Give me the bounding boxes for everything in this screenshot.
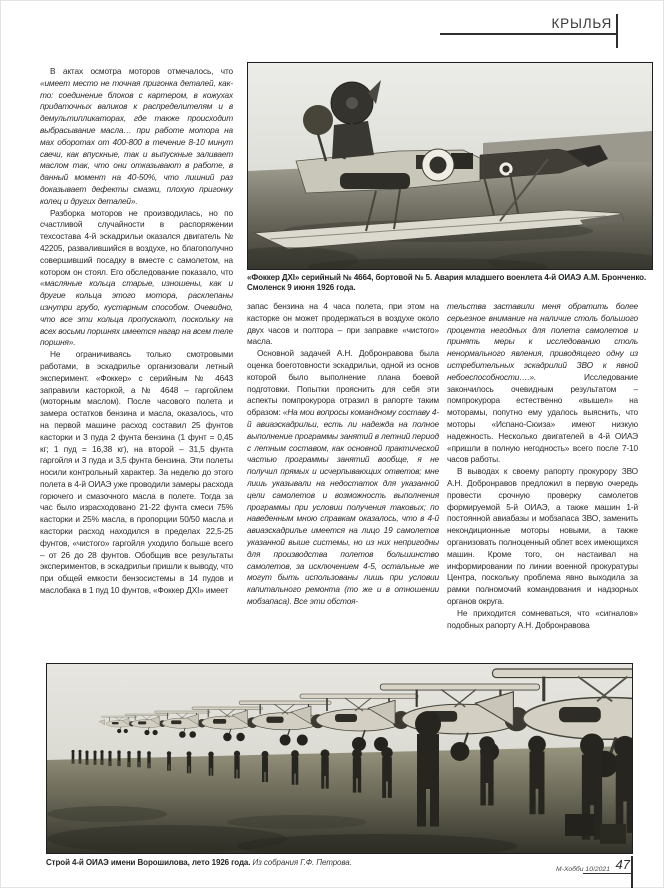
caption-text: Строй 4-й ОИАЭ имени Ворошилова, лето 1926 года.: [46, 858, 253, 867]
body-text: запас бензина на 4 часа полета, при этом на касторке он может продержаться в воздухе около двух часов и полтора – при заправке «чистого» масла.: [247, 301, 439, 347]
footer-crop-mark: [631, 856, 633, 888]
paragraph: [447, 301, 638, 466]
paragraph: [40, 349, 233, 597]
text-column-left: [40, 66, 233, 660]
top-photo-caption: «Фоккер ДХI» серийный № 4664, бортовой № 5. Авария младшего военлета 4-й ОИАЭ А.М. Бронченко. Смоленск 9 июня 1926 года.: [247, 273, 647, 292]
top-photo: [247, 62, 653, 270]
crashed-biplane-photo-illustration: [248, 63, 652, 269]
quoted-text: «имеет место не точная пригонка деталей, как-то: соединение блоков с картером, в кожухах придаточных валиков к распределителям и в демультипликаторах, где также происходит выбрасывание масла… при работе мотора на мах оборотах от 400-800 в течение 8-10 минут свечи, как впускные, так и выпускные заливает маслом так, что они отказывают в работе, в данный момент на 40-50%, что лишний раз доказывает дефекты смазки, плохую пригонку колец и других деталей».: [40, 77, 233, 206]
body-text: Не приходится сомневаться, что «сигналов» подобных рапорту А.Н. Добронравова: [447, 607, 638, 630]
paragraph: [247, 301, 439, 348]
body-text: В актах осмотра моторов отмечалось, что: [50, 66, 233, 76]
body-text: Разборка моторов не производилась, но по счастливой случайности в распоряжении техсостава 4-й эскадрильи оказался двигатель № 42205, развалившийся в воздухе, но благополучно совершивший посадку в вместе с самолетом, на котором он стоял. Его обследование показало, что: [40, 207, 233, 277]
body-text: Основной задачей А.Н. Добронравова была оценка боеготовности эскадрильи, одной из основ которой было выполнение плана боевой подготовки. Попытки прояснить для себя эти аспекты помпрокурора отразил в рапорте таким образом:: [247, 348, 439, 418]
quoted-text: «На мои вопросы командному составу 4-й авиаэскадрильи, есть ли надежда на полное выполнение программы занятий в летний период с летным составом, как основной практической частью программы занятий вообще, я не получил прямых и исчерпывающих ответов; мне лишь указывали на недостаток для указанной цели самолетов и возможность выполнения программы при условии получения таковых; по наведенным мною справкам оказалось, что в 4-й авиаэскадрилье имеется на лицо 19 самолетов указанной выше системы, но из них непригодны для производства полетов большинство самолетов, за исключением 4-5, остальные же могут быть использованы лишь при условии капитального ремонта (то же и в отношении мобзапаса). Все эти обстоя-: [247, 407, 439, 606]
page-number: 47: [615, 857, 630, 872]
section-title: КРЫЛЬЯ: [551, 16, 612, 31]
bottom-photo-caption: [46, 858, 631, 868]
journal-issue-label: М-Хобби 10/2021: [556, 866, 610, 873]
body-text: Исследование закончилось очевидным результатом – помпрокурора естественно «вышел» на моторамы, попутно ему удалось выяснить, что моторы «Испано-Сюиза» имеют низкую надежность. Несколько двигателей в 4-й ОИАЭ «пришли в полную негодность» всего после 7-10 часов работы.: [447, 371, 638, 465]
body-text: Не ограничиваясь только смотровыми работами, в эскадрилье организовали летный эксперимент. «Фоккер» с серийным № 4643 заправили касторкой, а № 4648 – гаргойлем (моторным маслом). После часового полета и замера остатков бензина и масла, оказалось, что на первой машине расход составил 25 фунтов касторки и 3 пуда 2 фунта бензина (1 фунт = 0,45 кг; 1 пуд = 16,38 кг), на второй – 31,5 фунта гаргойля и 3 пуда и 3,5 фунта бензина. Эти полеты носили контрольный характер. За неделю до этого полета в 4-й ОИАЭ уже проводили замеры расхода горючего и смазочного масла в полете. Тогда за час было израсходовано 21-22 фунта смеси 75% касторки и 25% масла, в пропорции 50/50 масла и касторки расход находился в пределах 22,5-25 фунтов, «чистого» гаргойля уходило больше всего – от 26 до 28 фунтов. Обобщив все результаты экспериментов, в эскадрильи пришли к выводу, что при общей емкости бензосистемы в 14 пудов и маслобака в 1 пуд 10 фунтов, «Фоккер ДХI» имеет: [40, 349, 233, 596]
aircraft-lineup-photo-illustration: [47, 664, 632, 853]
footer-rule: [583, 873, 632, 874]
paragraph: [447, 466, 638, 608]
body-text: В выводах к своему рапорту прокурору ЗВО А.Н. Добронравов предложил в первую очередь провести срочную проверку самолетов формируемой 5-й ОИАЭ, а также машин 1-й постоянной авиабазы и мобзапаса ЗВО, заменить некондиционные моторы новыми, а также организовать полноценный облет всех имеющихся машин. Кроме того, он настаивал на информировании по линии военной прокуратуры Центра, поскольку проблема явно выходила за рамки полномочий командования и надзорных органов округа.: [447, 466, 638, 606]
text-column-right: [447, 301, 638, 661]
paragraph: [247, 348, 439, 608]
paragraph: [40, 208, 233, 350]
header-rule: [440, 33, 617, 35]
header-crop-mark: [616, 14, 618, 48]
paragraph: [40, 66, 233, 208]
text-column-middle: [247, 301, 439, 661]
quoted-text: «масляные кольца старые, изношены, как и другие кольца этого мотора, расклепаны изнутри грубо, кустарным способом. Очевидно, что все эти кольца пропускают, поскольку на всех восьми поршнях имеется нагар на всем теле поршня».: [40, 278, 233, 348]
quoted-text: тельства заставили меня обратить более серьезное внимание на наличие столь большого процента негодных для полета самолетов и принять меры к исследованию столь ненормального явления, приводящего одну из истребительных эскадрилий ЗВО к явной небоеспособности….».: [447, 301, 638, 382]
photo-credit: Из собрания Г.Ф. Петрова.: [252, 858, 352, 867]
bottom-photo: [46, 663, 633, 854]
paragraph: [447, 608, 638, 632]
